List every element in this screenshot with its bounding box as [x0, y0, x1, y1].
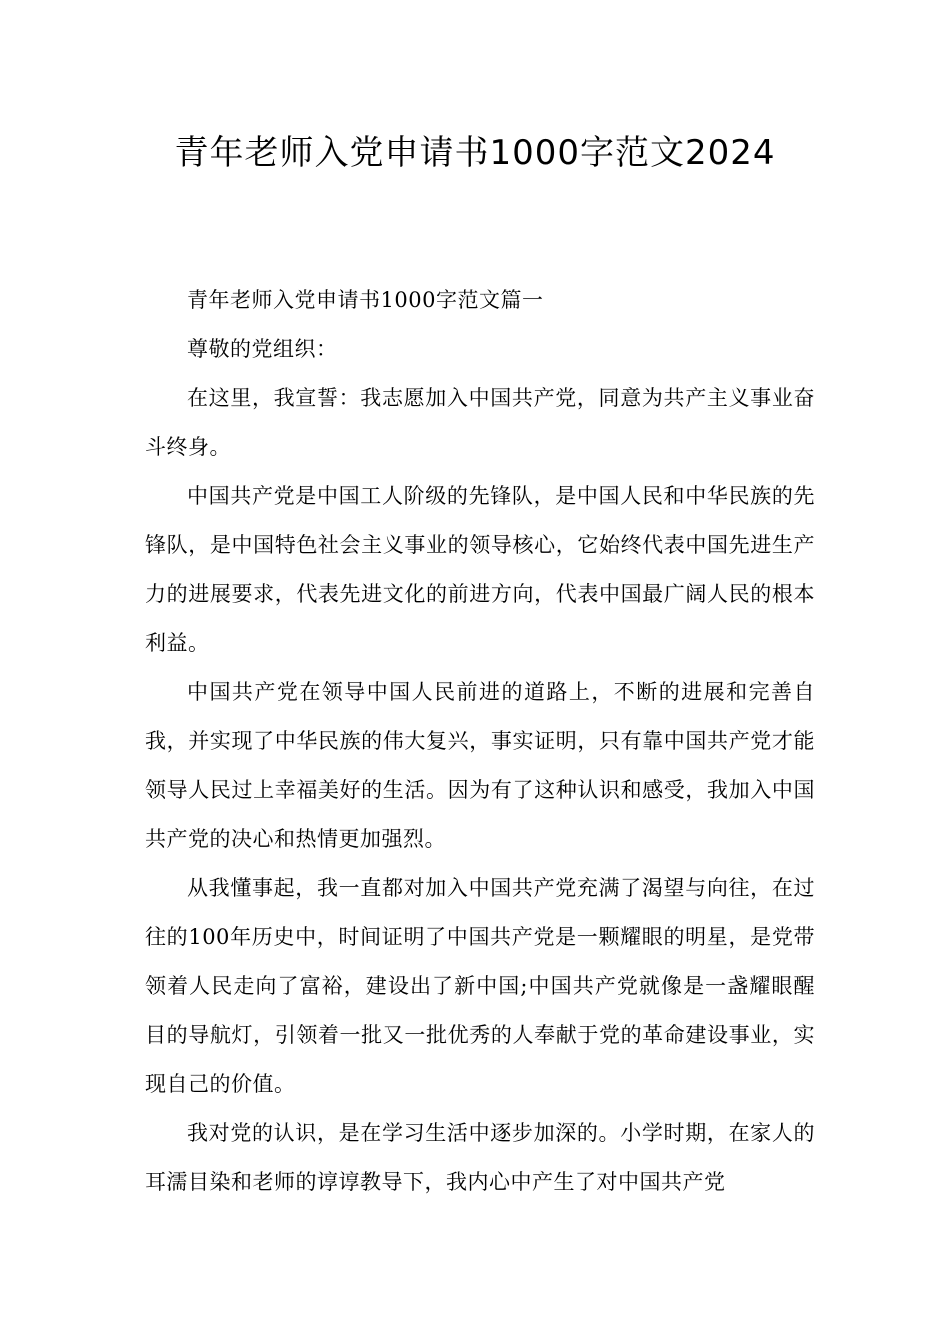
- paragraph: 在这里，我宣誓：我志愿加入中国共产党，同意为共产主义事业奋斗终身。: [145, 386, 815, 459]
- document-body: [145, 276, 815, 1207]
- paragraph: 中国共产党是中国工人阶级的先锋队，是中国人民和中华民族的先锋队，是中国特色社会主义事业的领导核心，它始终代表中国先进生产力的进展要求，代表先进文化的前进方向，代表中国最广阔人民的根本利益。: [145, 484, 815, 655]
- paragraph: 从我懂事起，我一直都对加入中国共产党充满了渴望与向往，在过往的100年历史中，时间证明了中国共产党是一颗耀眼的明星，是党带领着人民走向了富裕，建设出了新中国;中国共产党就像是一盏耀眼醒目的导航灯，引领着一批又一批优秀的人奉献于党的革命建设事业，实现自己的价值。: [145, 876, 815, 1096]
- paragraph: 中国共产党在领导中国人民前进的道路上，不断的进展和完善自我，并实现了中华民族的伟大复兴，事实证明，只有靠中国共产党才能领导人民过上幸福美好的生活。因为有了这种认识和感受，我加入中国共产党的决心和热情更加强烈。: [145, 680, 815, 851]
- salutation: 尊敬的党组织：: [187, 337, 338, 361]
- section-heading: 青年老师入党申请书1000字范文篇一: [187, 288, 544, 312]
- paragraph: 我对党的认识，是在学习生活中逐步加深的。小学时期，在家人的耳濡目染和老师的谆谆教导下，我内心中产生了对中国共产党: [145, 1121, 815, 1194]
- document-title: 青年老师入党申请书1000字范文2024: [174, 133, 776, 173]
